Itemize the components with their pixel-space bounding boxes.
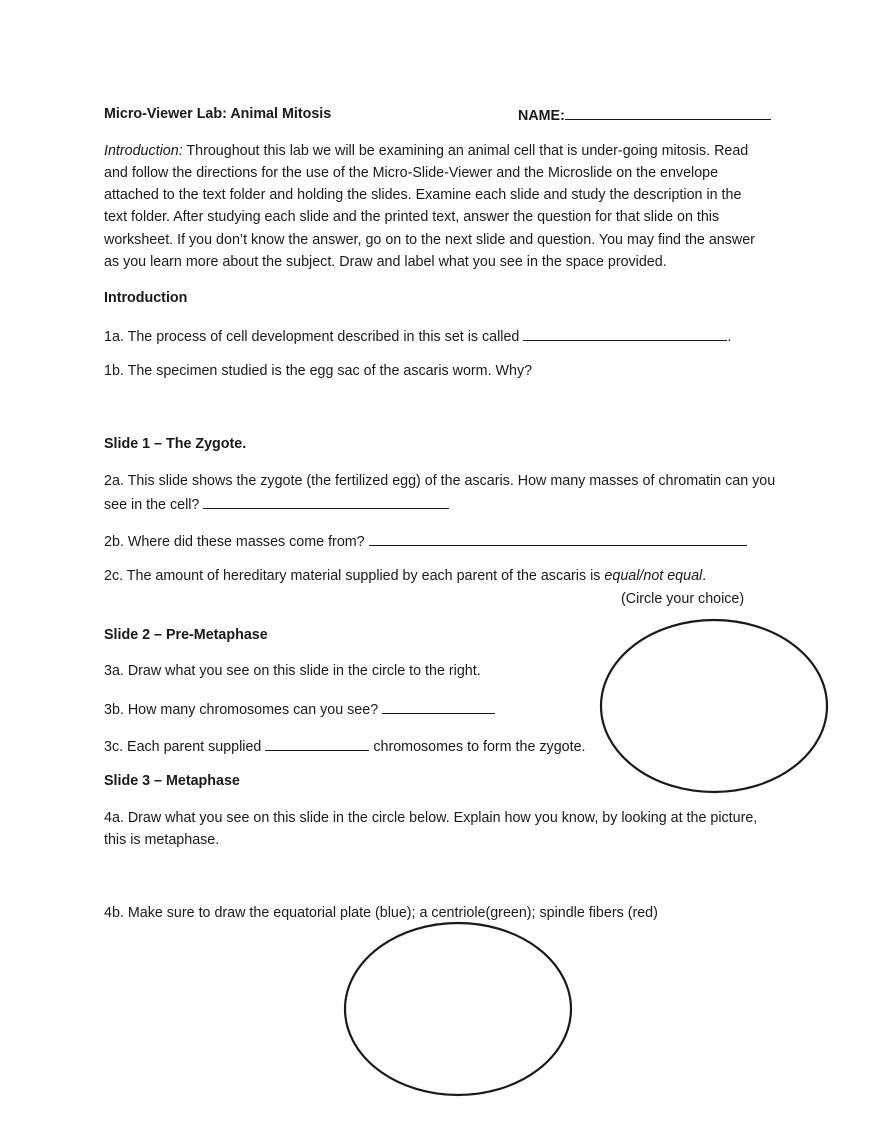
question-2b — [104, 531, 747, 551]
slide-2-drawing-circle[interactable] — [598, 616, 830, 796]
circle-choice-note: (Circle your choice) — [621, 591, 745, 607]
question-2c — [104, 567, 706, 585]
answer-2b-blank[interactable] — [369, 531, 747, 546]
intro-line-4: text folder. After studying each slide and the printed text, answer the question for that slide on this — [104, 209, 720, 225]
question-1b: 1b. The specimen studied is the egg sac of the ascaris worm. Why? — [104, 363, 533, 379]
intro-line-1 — [104, 142, 748, 160]
section-heading-slide-2: Slide 2 – Pre-Metaphase — [104, 627, 268, 643]
intro-text-1: Throughout this lab we will be examining an animal cell that is under-going mitosis. Read — [186, 143, 749, 159]
answer-1a-blank[interactable] — [523, 326, 727, 341]
section-heading-introduction: Introduction — [104, 290, 188, 306]
answer-2a-blank[interactable] — [203, 494, 449, 509]
section-heading-slide-3: Slide 3 – Metaphase — [104, 773, 240, 789]
question-2a-text-2: see in the cell? — [104, 497, 200, 513]
name-blank[interactable] — [565, 105, 771, 120]
question-2a-line-2 — [104, 494, 449, 514]
question-4a-line-2: this is metaphase. — [104, 832, 220, 848]
worksheet-title: Micro-Viewer Lab: Animal Mitosis — [104, 106, 332, 122]
question-3c-start: 3c. Each parent supplied — [104, 739, 262, 755]
question-1a-end: . — [727, 329, 732, 345]
answer-3b-blank[interactable] — [382, 699, 495, 714]
intro-line-5: worksheet. If you don’t know the answer, go on to the next slide and question. You may find the answer — [104, 232, 755, 248]
question-3c — [104, 736, 586, 756]
question-2c-end: . — [702, 568, 707, 584]
question-4b: 4b. Make sure to draw the equatorial plate (blue); a centriole(green); spindle fibers (red) — [104, 905, 658, 921]
question-4a-line-1: 4a. Draw what you see on this slide in the circle below. Explain how you know, by looking at the picture, — [104, 810, 758, 826]
slide-3-drawing-circle[interactable] — [342, 919, 576, 1101]
intro-line-6: as you learn more about the subject. Draw and label what you see in the space provided. — [104, 254, 667, 270]
question-1a-text: 1a. The process of cell development described in this set is called — [104, 329, 520, 345]
question-2b-text: 2b. Where did these masses come from? — [104, 534, 365, 550]
intro-label: Introduction: — [104, 143, 183, 159]
question-3b — [104, 699, 495, 719]
question-3b-text: 3b. How many chromosomes can you see? — [104, 702, 379, 718]
answer-3c-blank[interactable] — [265, 736, 369, 751]
question-3c-end: chromosomes to form the zygote. — [373, 739, 586, 755]
equal-not-equal-choice[interactable]: equal/not equal — [604, 568, 703, 584]
question-2a-line-1: 2a. This slide shows the zygote (the fertilized egg) of the ascaris. How many masses of chromatin can you — [104, 473, 776, 489]
intro-line-3: attached to the text folder and holding the slides. Examine each slide and study the description in the — [104, 187, 742, 203]
question-1a — [104, 326, 731, 346]
question-3a: 3a. Draw what you see on this slide in the circle to the right. — [104, 663, 481, 679]
name-label: NAME: — [518, 108, 565, 124]
intro-line-2: and follow the directions for the use of the Micro-Slide-Viewer and the Microslide on the envelope — [104, 165, 719, 181]
name-label-row — [518, 105, 771, 125]
question-2c-text: 2c. The amount of hereditary material supplied by each parent of the ascaris is — [104, 568, 601, 584]
section-heading-slide-1: Slide 1 – The Zygote. — [104, 436, 247, 452]
